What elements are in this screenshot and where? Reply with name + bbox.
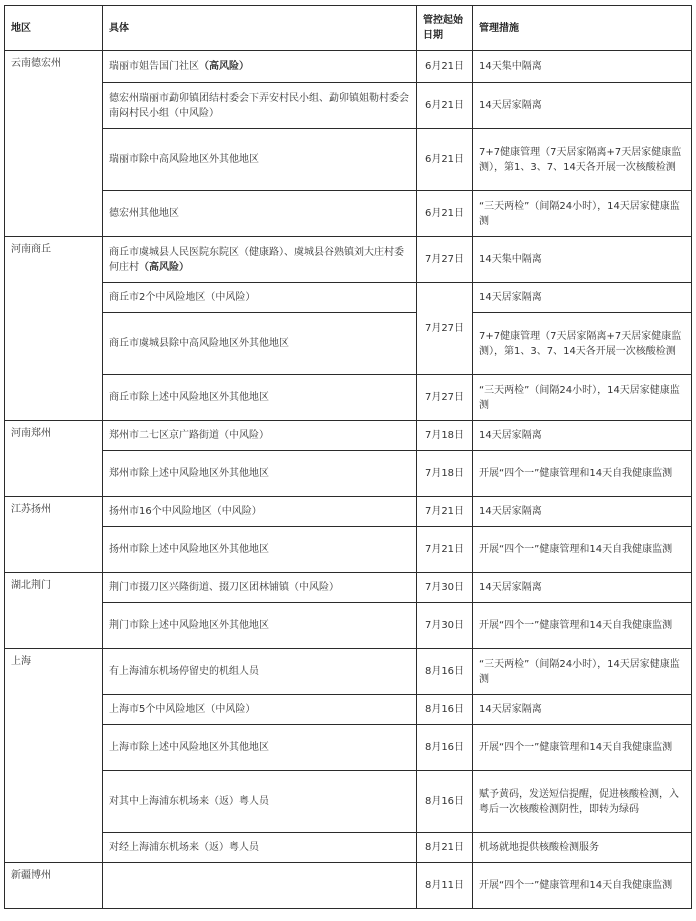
measure-cell: 14天居家隔离	[473, 695, 692, 725]
region-cell: 上海	[5, 649, 103, 863]
detail-cell: 商丘市虞城县除中高风险地区外其他地区	[103, 313, 417, 375]
measure-cell: 14天集中隔离	[473, 237, 692, 283]
table-row	[5, 313, 692, 375]
risk-level-bold: （高风险）	[139, 261, 189, 273]
header-detail: 具体	[103, 6, 417, 51]
detail-cell: 有上海浦东机场停留史的机组人员	[103, 649, 417, 695]
header-measures: 管理措施	[473, 6, 692, 51]
date-cell: 7月27日	[417, 283, 473, 375]
measure-cell: 机场就地提供核酸检测服务	[473, 833, 692, 863]
measure-cell: 14天居家隔离	[473, 83, 692, 129]
table-row	[5, 863, 692, 909]
measure-cell: “三天两检”（间隔24小时），14天居家健康监测	[473, 191, 692, 237]
detail-cell: 瑞丽市除中高风险地区外其他地区	[103, 129, 417, 191]
table-row	[5, 451, 692, 497]
detail-cell: 郑州市二七区京广路街道（中风险）	[103, 421, 417, 451]
detail-cell: 扬州市16个中风险地区（中风险）	[103, 497, 417, 527]
table-row	[5, 283, 692, 313]
detail-cell: 荆门市除上述中风险地区外其他地区	[103, 603, 417, 649]
header-region: 地区	[5, 6, 103, 51]
region-cell: 河南商丘	[5, 237, 103, 421]
table-row	[5, 51, 692, 83]
date-cell: 6月21日	[417, 129, 473, 191]
date-cell: 8月21日	[417, 833, 473, 863]
date-cell: 7月18日	[417, 451, 473, 497]
measure-cell: 赋予黄码，发送短信提醒，促进核酸检测，入粤后一次核酸检测阴性，即转为绿码	[473, 771, 692, 833]
control-measures-table	[4, 5, 692, 909]
detail-cell: 荆门市掇刀区兴隆街道、掇刀区团林铺镇（中风险）	[103, 573, 417, 603]
date-cell: 7月30日	[417, 573, 473, 603]
date-cell: 7月21日	[417, 527, 473, 573]
date-cell: 6月21日	[417, 191, 473, 237]
detail-cell	[103, 51, 417, 83]
detail-cell: 对经上海浦东机场来（返）粤人员	[103, 833, 417, 863]
region-cell: 河南郑州	[5, 421, 103, 497]
detail-cell: 对其中上海浦东机场来（返）粤人员	[103, 771, 417, 833]
detail-text: 商丘市虞城县人民医院东院区（健康路）、虞城县谷熟镇刘大庄村委何庄村	[109, 246, 404, 273]
detail-text: 瑞丽市姐告国门社区	[109, 61, 199, 72]
detail-cell	[103, 863, 417, 909]
detail-cell	[103, 237, 417, 283]
date-cell: 7月27日	[417, 237, 473, 283]
measure-cell: “三天两检”（间隔24小时），14天居家健康监测	[473, 649, 692, 695]
detail-cell: 商丘市2个中风险地区（中风险）	[103, 283, 417, 313]
measure-cell: 14天居家隔离	[473, 421, 692, 451]
date-cell: 8月16日	[417, 725, 473, 771]
date-cell: 6月21日	[417, 83, 473, 129]
measure-cell: 开展“四个一”健康管理和14天自我健康监测	[473, 725, 692, 771]
measure-cell: 开展“四个一”健康管理和14天自我健康监测	[473, 451, 692, 497]
region-cell: 江苏扬州	[5, 497, 103, 573]
table-row	[5, 375, 692, 421]
detail-cell: 郑州市除上述中风险地区外其他地区	[103, 451, 417, 497]
table-row	[5, 725, 692, 771]
detail-cell: 德宏州瑞丽市勐卯镇团结村委会下弄安村民小组、勐卯镇姐勒村委会南闷村民小组（中风险）	[103, 83, 417, 129]
measure-cell: 7+7健康管理（7天居家隔离+7天居家健康监测），第1、3、7、14天各开展一次核酸检测	[473, 129, 692, 191]
measure-cell: 14天居家隔离	[473, 573, 692, 603]
region-cell: 云南德宏州	[5, 51, 103, 237]
date-cell: 7月27日	[417, 375, 473, 421]
date-cell: 8月16日	[417, 649, 473, 695]
date-cell: 6月21日	[417, 51, 473, 83]
date-cell: 8月11日	[417, 863, 473, 909]
date-cell: 7月21日	[417, 497, 473, 527]
table-row	[5, 191, 692, 237]
measure-cell: 开展“四个一”健康管理和14天自我健康监测	[473, 603, 692, 649]
header-start-date: 管控起始日期	[417, 6, 473, 51]
table-row	[5, 83, 692, 129]
table-row	[5, 129, 692, 191]
table-row	[5, 237, 692, 283]
risk-level-bold: （高风险）	[199, 61, 249, 72]
table-row	[5, 833, 692, 863]
date-cell: 7月30日	[417, 603, 473, 649]
region-cell: 新疆博州	[5, 863, 103, 909]
region-cell: 湖北荆门	[5, 573, 103, 649]
detail-cell: 上海市除上述中风险地区外其他地区	[103, 725, 417, 771]
measure-cell: 14天居家隔离	[473, 283, 692, 313]
measure-cell: 开展“四个一”健康管理和14天自我健康监测	[473, 863, 692, 909]
date-cell: 8月16日	[417, 771, 473, 833]
measure-cell: 7+7健康管理（7天居家隔离+7天居家健康监测），第1、3、7、14天各开展一次核酸检测	[473, 313, 692, 375]
table-row	[5, 421, 692, 451]
date-cell: 8月16日	[417, 695, 473, 725]
table-row	[5, 649, 692, 695]
table-row	[5, 603, 692, 649]
table-row	[5, 771, 692, 833]
table-row	[5, 695, 692, 725]
header-row	[5, 6, 692, 51]
detail-cell: 扬州市除上述中风险地区外其他地区	[103, 527, 417, 573]
detail-cell: 德宏州其他地区	[103, 191, 417, 237]
table-row	[5, 527, 692, 573]
measure-cell: 14天居家隔离	[473, 497, 692, 527]
detail-cell: 商丘市除上述中风险地区外其他地区	[103, 375, 417, 421]
detail-cell: 上海市5个中风险地区（中风险）	[103, 695, 417, 725]
table-row	[5, 497, 692, 527]
measure-cell: 14天集中隔离	[473, 51, 692, 83]
measure-cell: 开展“四个一”健康管理和14天自我健康监测	[473, 527, 692, 573]
table-row	[5, 573, 692, 603]
measure-cell: “三天两检”（间隔24小时），14天居家健康监测	[473, 375, 692, 421]
date-cell: 7月18日	[417, 421, 473, 451]
